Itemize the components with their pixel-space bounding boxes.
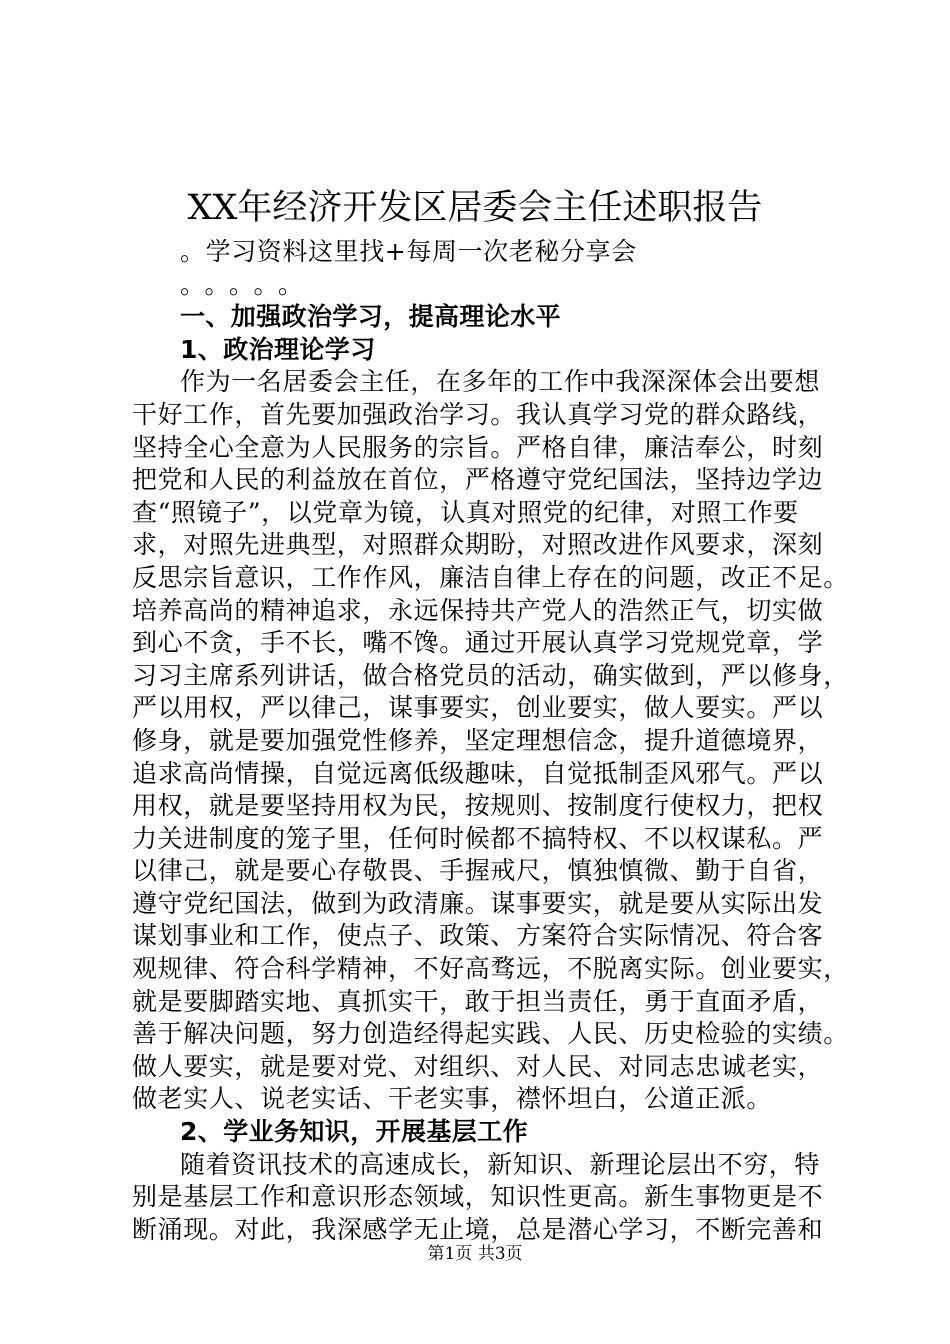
paragraph-line: 观规律、符合科学精神，不好高骛远，不脱离实际。创业要实，	[132, 954, 849, 984]
paragraph-line: 用权，就是要坚持用权为民，按规则、按制度行使权力，把权	[132, 791, 824, 821]
paragraph-line: 追求高尚情操，自觉远离低级趣味，自觉抵制歪风邪气。严以	[132, 758, 824, 788]
document-title: XX年经济开发区居委会主任述职报告	[187, 188, 763, 228]
paragraph-line: 严以用权，严以律己，谋事要实，创业要实，做人要实。严以	[132, 693, 824, 723]
subsection-heading-1: 1、政治理论学习	[180, 334, 376, 364]
paragraph-line: 做老实人、说老实话、干老实事，襟怀坦白，公道正派。	[132, 1084, 773, 1114]
paragraph-line: 别是基层工作和意识形态领域，知识性更高。新生事物更是不	[132, 1182, 824, 1212]
paragraph-line: 坚持全心全意为人民服务的宗旨。严格自律，廉洁奉公，时刻	[132, 432, 824, 462]
dots-line: 。。。。。	[180, 269, 316, 299]
paragraph-line: 随着资讯技术的高速成长，新知识、新理论层出不穷，特	[180, 1149, 821, 1179]
paragraph-line: 求，对照先进典型，对照群众期盼，对照改进作风要求，深刻	[132, 530, 824, 560]
subsection-heading-2: 2、学业务知识，开展基层工作	[180, 1117, 528, 1147]
paragraph-line: 做人要实，就是要对党、对组织、对人民、对同志忠诚老实，	[132, 1051, 824, 1081]
paragraph-line: 习习主席系列讲话，做合格党员的活动，确实做到，严以修身，	[132, 660, 849, 690]
paragraph-line: 干好工作，首先要加强政治学习。我认真学习党的群众路线，	[132, 399, 824, 429]
paragraph-line: 以律己，就是要心存敬畏、手握戒尺，慎独慎微、勤于自省，	[132, 856, 824, 886]
promo-line: 。学习资料这里找+每周一次老秘分享会	[180, 237, 637, 266]
paragraph-line: 遵守党纪国法，做到为政清廉。谋事要实，就是要从实际出发	[132, 888, 824, 918]
paragraph-line: 修身，就是要加强党性修养，坚定理想信念，提升道德境界，	[132, 725, 824, 755]
paragraph-line: 作为一名居委会主任，在多年的工作中我深深体会出要想	[180, 367, 821, 397]
paragraph-line: 善于解决问题，努力创造经得起实践、人民、历史检验的实绩。	[132, 1019, 849, 1049]
paragraph-line: 反思宗旨意识，工作作风，廉洁自律上存在的问题，改正不足。	[132, 562, 849, 592]
paragraph-line: 把党和人民的利益放在首位，严格遵守党纪国法，坚持边学边	[132, 465, 824, 495]
page-number-footer: 第1页 共3页	[427, 1244, 523, 1264]
paragraph-line: 培养高尚的精神追求，永远保持共产党人的浩然正气，切实做	[132, 595, 824, 625]
paragraph-line: 力关进制度的笼子里，任何时候都不搞特权、不以权谋私。严	[132, 823, 824, 853]
paragraph-line: 断涌现。对此，我深感学无止境，总是潜心学习，不断完善和	[132, 1214, 824, 1244]
paragraph-line: 就是要脚踏实地、真抓实干，敢于担当责任，勇于直面矛盾，	[132, 986, 824, 1016]
section-heading-1: 一、加强政治学习，提高理论水平	[180, 302, 562, 332]
paragraph-line: 查“照镜子”，以党章为镜，认真对照党的纪律，对照工作要	[132, 497, 799, 527]
paragraph-line: 谋划事业和工作，使点子、政策、方案符合实际情况、符合客	[132, 921, 824, 951]
paragraph-line: 到心不贪，手不长，嘴不馋。通过开展认真学习党规党章，学	[132, 628, 824, 658]
document-body	[132, 236, 852, 1246]
